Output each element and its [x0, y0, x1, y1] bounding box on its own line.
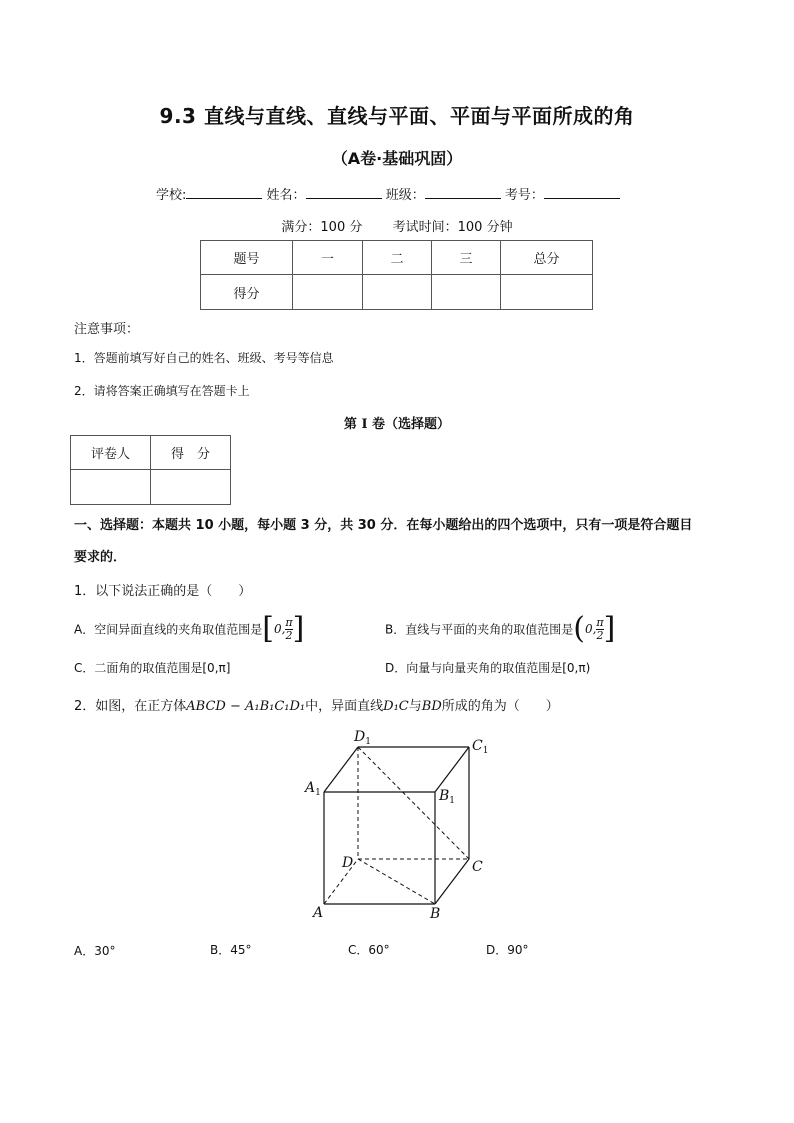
- grader-col-label: 评卷人: [71, 436, 151, 470]
- pi-over-2: [596, 617, 603, 642]
- label-c: C: [472, 859, 483, 875]
- q1-stem: 1．以下说法正确的是（ ）: [74, 584, 252, 599]
- class-blank[interactable]: [425, 184, 501, 199]
- q2-stem-mid2: 与: [408, 699, 422, 714]
- info-fields: [156, 184, 620, 203]
- q1-option-c[interactable]: C．二面角的取值范围是[0,π]: [74, 661, 231, 675]
- edge-a1d1: [324, 747, 358, 792]
- frac-denominator: 2: [285, 628, 293, 642]
- label-b: B: [430, 906, 441, 922]
- q1-option-b-text: B．直线与平面的夹角的取值范围是: [385, 622, 574, 637]
- page-subtitle: （A卷·基础巩固）: [331, 149, 463, 168]
- notice-item: 1．答题前填写好自己的姓名、班级、考号等信息: [74, 351, 334, 365]
- q2-stem-suffix: 所成的角为（ ）: [441, 699, 559, 714]
- frac-numerator: π: [596, 615, 604, 629]
- score-cell[interactable]: [501, 275, 593, 310]
- score-table: [200, 240, 593, 310]
- pi-over-2: [285, 617, 292, 642]
- grader-table: [70, 435, 231, 505]
- school-blank[interactable]: [186, 184, 262, 199]
- line-d1c: D₁C: [383, 699, 409, 714]
- score-cell[interactable]: [363, 275, 432, 310]
- score-table-header-cell: 一: [293, 241, 363, 275]
- q2-option-d[interactable]: D．90°: [486, 943, 529, 957]
- page-title: 9.3 直线与直线、直线与平面、平面与平面所成的角: [159, 104, 635, 128]
- q2-option-b[interactable]: B．45°: [210, 943, 252, 957]
- label-d1: $D_1$: [354, 729, 371, 747]
- score-table-header-cell: 总分: [501, 241, 593, 275]
- label-b1: $B_1$: [439, 788, 456, 806]
- interval-start: 0,: [584, 622, 597, 636]
- q2-stem-prefix: 2．如图，在正方体: [74, 699, 187, 714]
- exam-meta: [0, 216, 794, 235]
- score-table-header-cell: 三: [432, 241, 501, 275]
- label-a: A: [313, 905, 324, 921]
- school-label: 学校:: [156, 188, 187, 203]
- section-instruction: 一、选择题：本题共 10 小题，每小题 3 分，共 30 分．在每小题给出的四个选项中，只有一项是符合题目: [74, 518, 693, 533]
- score-table-header-cell: 二: [363, 241, 432, 275]
- frac-numerator: π: [285, 615, 293, 629]
- label-c1: $C_1$: [472, 738, 489, 756]
- q1-option-a-text: A．空间异面直线的夹角取值范围是: [74, 622, 263, 637]
- label-a1: $A_1$: [305, 780, 321, 798]
- name-blank[interactable]: [306, 184, 382, 199]
- left-paren-icon: (: [573, 611, 585, 646]
- score-table-header-cell: 题号: [201, 241, 293, 275]
- section-instruction-cont: 要求的．: [74, 550, 127, 565]
- cube-name: ABCD − A₁B₁C₁D₁: [186, 699, 306, 714]
- q2-option-a[interactable]: A．30°: [74, 944, 116, 958]
- diagonal-bd: [358, 859, 435, 904]
- cube-figure: [290, 728, 510, 928]
- q2-option-c[interactable]: C．60°: [348, 943, 390, 957]
- label-d: D: [342, 855, 354, 871]
- frac-denominator: 2: [596, 628, 604, 642]
- line-bd: BD: [421, 699, 442, 714]
- score-cell[interactable]: [432, 275, 501, 310]
- notice-item: 2．请将答案正确填写在答题卡上: [74, 384, 250, 398]
- right-bracket-icon: ]: [603, 611, 616, 646]
- score-cell[interactable]: [293, 275, 363, 310]
- q1-option-d[interactable]: D．向量与向量夹角的取值范围是[0,π): [385, 661, 591, 675]
- name-label: 姓名：: [266, 188, 306, 203]
- exam-time: 考试时间：100 分钟: [392, 220, 513, 235]
- exam-no-blank[interactable]: [544, 184, 620, 199]
- score-col-label: 得 分: [151, 436, 231, 470]
- edge-b1c1: [435, 747, 469, 792]
- notice-title: 注意事项：: [74, 322, 140, 337]
- grader-cell[interactable]: [71, 470, 151, 505]
- right-bracket-icon: ]: [292, 611, 305, 646]
- q2-stem-mid1: 中，异面直线: [305, 699, 384, 714]
- score-row-label: 得分: [201, 275, 293, 310]
- q2-stem: [74, 695, 559, 714]
- left-bracket-icon: [: [262, 611, 274, 646]
- exam-no-label: 考号：: [504, 188, 544, 203]
- interval-start: 0,: [273, 622, 286, 636]
- grader-score-cell[interactable]: [151, 470, 231, 505]
- q1-option-a[interactable]: [74, 611, 305, 646]
- edge-bc: [435, 859, 469, 904]
- class-label: 班级：: [385, 188, 425, 203]
- section-title: 第 I 卷（选择题）: [343, 417, 451, 432]
- full-score: 满分：100 分: [281, 220, 363, 235]
- q1-option-b[interactable]: [385, 611, 616, 646]
